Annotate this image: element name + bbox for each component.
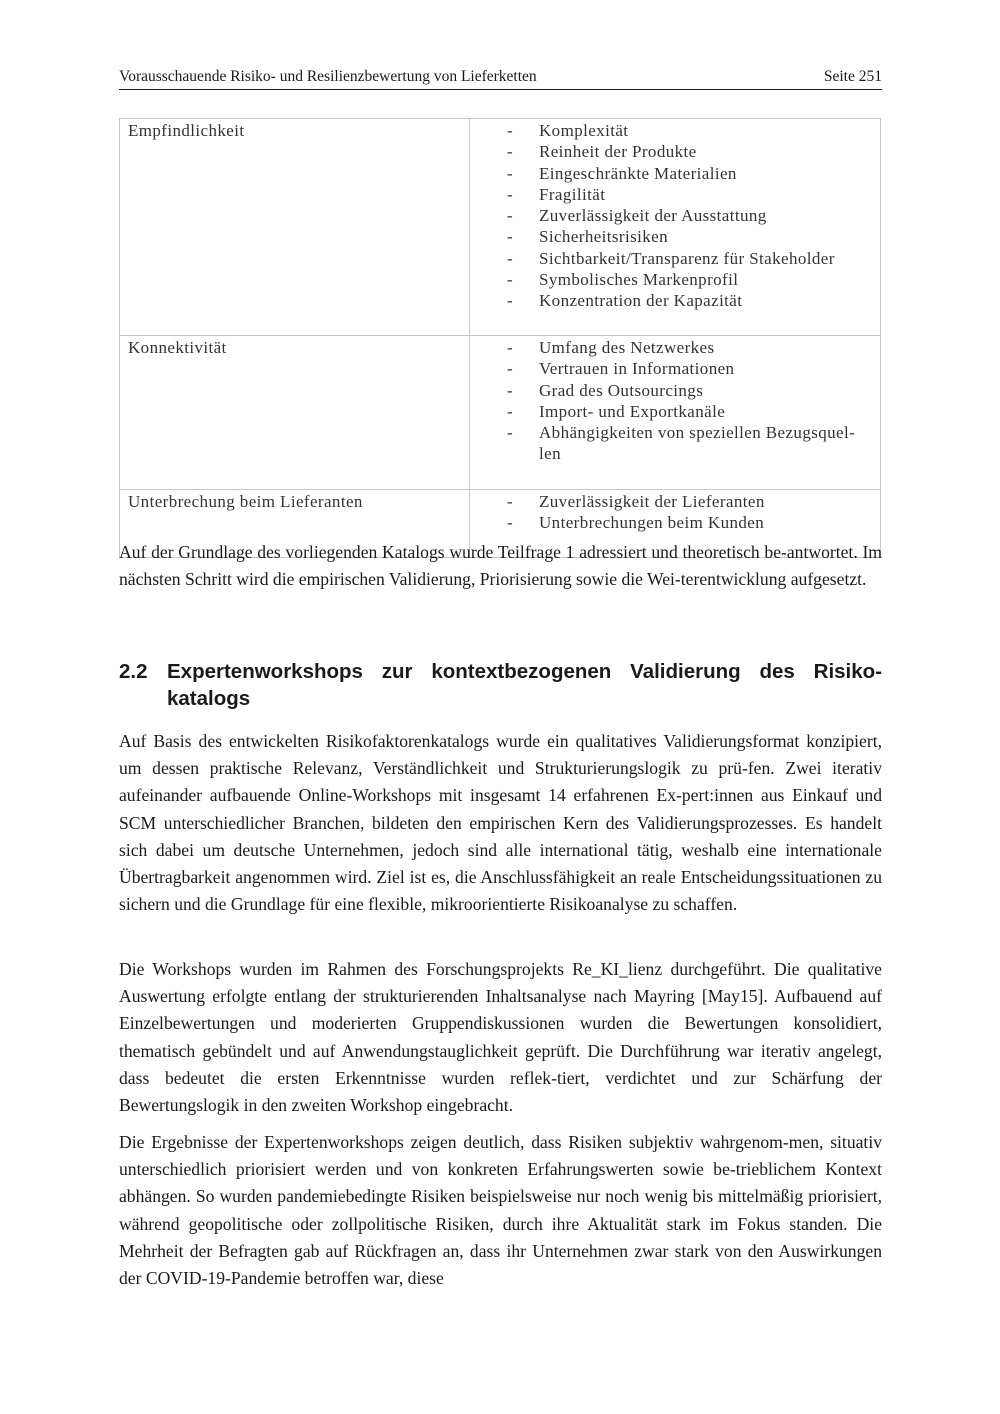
list-item [470, 512, 866, 533]
factor-cell [470, 336, 881, 490]
bullet-dash: - [507, 142, 514, 162]
factor-text: Umfang des Netzwerkes [539, 338, 715, 357]
body-paragraph: Auf Basis des entwickelten Risikofaktorenkatalogs wurde ein qualitatives Validierungsformat konzipiert, um dessen praktische Relevanz, Verständlichkeit und Strukturierungslogik zu prü-fen. Zwei iterativ aufeinander aufbauende Online-Workshops mit insgesamt 14 erfahrenen Ex-pert:innen aus Einkauf und SCM unterschiedlicher Branchen, bildeten den empirischen Kern des Validierungsprozesses. Es handelt sich dabei um deutsche Unternehmen, jedoch sind alle international tätig, weshalb eine internationale Übertragbarkeit angenommen wird. Ziel ist es, die Anschlussfähigkeit an reale Entscheidungssituationen zu sichern und die Grundlage für eine flexible, mikroorientierte Risikoanalyse zu schaffen. [119, 731, 882, 915]
factor-list [470, 337, 866, 465]
list-item [470, 358, 866, 379]
body-paragraph: Die Workshops wurden im Rahmen des Forschungsprojekts Re_KI_lienz durchgeführt. Die qualitative Auswertung erfolgte entlang der strukturierenden Inhaltsanalyse nach Mayring [May15]. Aufbauend auf Einzelbewertungen und moderierten Gruppendiskussionen wurden die Bewertungen konsolidiert, thematisch gebündelt und auf Anwendungstauglichkeit geprüft. Die Durchführung war iterativ angelegt, dass bedeutet die ersten Erkenntnisse wurden reflek-tiert, verdichtet und zur Schärfung der Bewertungslogik in den zweiten Workshop eingebracht. [119, 959, 882, 1116]
section-number: 2.2 [119, 660, 148, 683]
factor-list [470, 491, 866, 534]
factor-text: Reinheit der Produkte [539, 142, 697, 162]
bullet-dash: - [507, 291, 514, 311]
bullet-dash: - [507, 121, 514, 140]
factor-text: Fragilität [539, 184, 606, 204]
bullet-dash: - [507, 338, 514, 357]
bullet-dash: - [507, 380, 514, 400]
factor-text: Import- und Exportkanäle [539, 401, 726, 421]
section-title: Expertenworkshops zur kontextbezogenen Validierung des Risiko-katalogs [167, 660, 882, 710]
bullet-dash: - [507, 206, 514, 226]
factor-text: Zuverlässigkeit der Ausstattung [539, 206, 767, 226]
category-label: Konnektivität [128, 338, 227, 357]
risk-factor-table [119, 118, 881, 558]
list-item [470, 337, 866, 358]
list-item [470, 380, 866, 401]
list-item [470, 422, 866, 465]
body-paragraph: Auf der Grundlage des vorliegenden Katalogs wurde Teilfrage 1 adressiert und theoretisch be-antwortet. Im nächsten Schritt wird die empirischen Validierung, Priorisierung sowie die Wei-terentwicklung aufgesetzt. [119, 542, 882, 590]
list-item [470, 120, 866, 141]
list-item [470, 491, 866, 512]
bullet-dash: - [507, 227, 514, 247]
factor-text: Abhängigkeiten von speziellen Bezugsquel-len [539, 423, 856, 464]
factor-text: Grad des Outsourcings [539, 380, 704, 400]
bullet-dash: - [507, 184, 514, 204]
list-item [470, 248, 866, 269]
factor-text: Konzentration der Kapazität [539, 291, 743, 311]
list-item [470, 205, 866, 226]
factor-text: Symbolisches Markenprofil [539, 270, 739, 290]
list-item [470, 290, 866, 311]
section-heading [119, 658, 882, 712]
factor-text: Eingeschränkte Materialien [539, 163, 737, 183]
bullet-dash: - [507, 248, 514, 268]
factor-text: Zuverlässigkeit der Lieferanten [539, 492, 765, 511]
category-label: Empfindlichkeit [128, 121, 245, 140]
factor-text: Sicherheitsrisiken [539, 227, 669, 247]
list-item [470, 226, 866, 247]
page-header [119, 64, 882, 90]
category-cell [120, 336, 470, 490]
bullet-dash: - [507, 163, 514, 183]
list-item [470, 184, 866, 205]
list-item [470, 401, 866, 422]
factor-text: Sichtbarkeit/Transparenz für Stakeholder [539, 248, 835, 268]
table-row [120, 336, 881, 490]
factor-text: Vertrauen in Informationen [539, 359, 735, 379]
factor-text: Komplexität [539, 121, 629, 140]
table-row [120, 119, 881, 336]
bullet-dash: - [507, 270, 514, 290]
bullet-dash: - [507, 401, 514, 421]
list-item [470, 141, 866, 162]
bullet-dash: - [507, 513, 514, 533]
category-label: Unterbrechung beim Lieferanten [128, 492, 363, 511]
factor-cell [470, 119, 881, 336]
bullet-dash: - [507, 423, 514, 443]
list-item [470, 163, 866, 184]
running-title: Vorausschauende Risiko- und Resilienzbewertung von Lieferketten [119, 68, 537, 85]
factor-text: Unterbrechungen beim Kunden [539, 513, 765, 533]
factor-list [470, 120, 866, 312]
category-cell [120, 119, 470, 336]
bullet-dash: - [507, 359, 514, 379]
page-number: Seite 251 [823, 68, 882, 85]
list-item [470, 269, 866, 290]
bullet-dash: - [507, 492, 514, 511]
body-paragraph: Die Ergebnisse der Expertenworkshops zeigen deutlich, dass Risiken subjektiv wahrgenom-men, situativ unterschiedlich priorisiert werden und von konkreten Erfahrungswerten sowie be-trieblichem Kontext abhängen. So wurden pandemiebedingte Risiken beispielsweise nur noch wenig bis mittelmäßig priorisiert, während geopolitische oder zollpolitische Risiken, durch ihre Aktualität stark im Fokus standen. Die Mehrheit der Befragten gab auf Rückfragen an, dass ihr Unternehmen zwar stark von den Auswirkungen der COVID-19-Pandemie betroffen war, diese [119, 1132, 882, 1289]
